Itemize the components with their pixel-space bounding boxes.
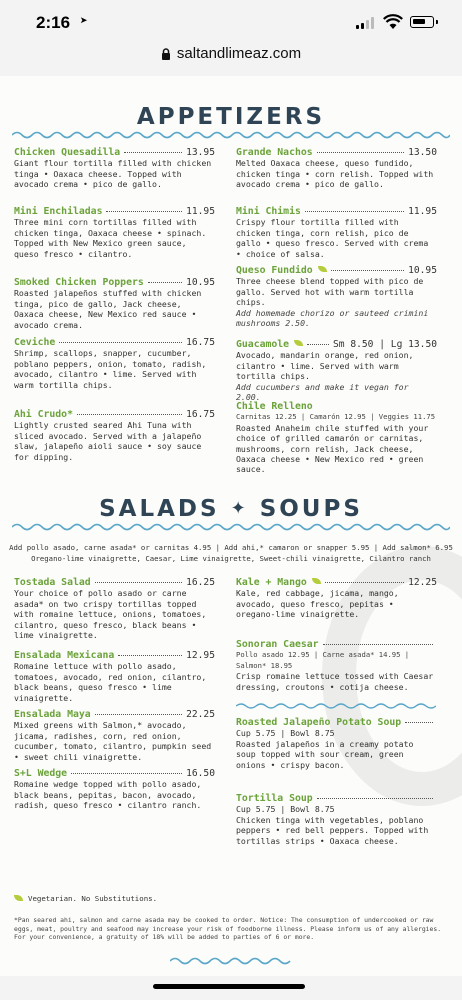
status-bar xyxy=(0,0,462,42)
compass-star-icon: ✦ xyxy=(230,498,249,519)
menu-image xyxy=(0,76,462,976)
location-arrow-icon: ➤ xyxy=(80,14,88,29)
vegetarian-leaf-icon xyxy=(312,578,321,584)
vegetarian-leaf-icon xyxy=(318,266,327,272)
wave-divider xyxy=(12,522,450,532)
battery-icon xyxy=(410,16,434,28)
vegetarian-leaf-icon xyxy=(14,895,23,901)
wave-divider xyxy=(170,956,292,966)
menu-item-chicken-quesadilla: Chicken Quesadilla 13.95 Giant flour tortilla filled with chicken tinga • Oaxaca cheese. Topped with avocado crema • pico de gallo. xyxy=(14,147,215,190)
wifi-icon xyxy=(383,14,403,30)
lock-icon xyxy=(161,48,171,60)
menu-item-guacamole: Guacamole Sm 8.50 | Lg 13.50 Avocado, mandarin orange, red onion, cilantro • lime. Served with warm tortilla chips. Add cucumbers and make it vegan for 2.00. xyxy=(236,339,437,403)
menu-item-roasted-jalapeno-potato-soup: Roasted Jalapeño Potato Soup Cup 5.75 | Bowl 8.75 Roasted jalapeños in a creamy potato soup topped with sour cream, green onions • crispy bacon. xyxy=(236,718,437,770)
cellular-signal-icon xyxy=(356,17,376,29)
menu-item-ensalada-maya: Ensalada Maya 22.25 Mixed greens with Salmon,* avocado, jicama, radishes, corn, red onion, cucumber, tomato, cilantro, pumpkin seed • sweet chili vinaigrette. xyxy=(14,709,215,762)
wave-divider xyxy=(12,130,450,140)
menu-item-chile-relleno: Chile Relleno Carnitas 12.25 | Camarón 12.95 | Veggies 11.75 Roasted Anaheim chile stuffed with your choice of grilled camarón or carnitas, mushrooms, corn relish, Jack cheese, Oaxaca cheese • New Mexico red • green sauce. xyxy=(236,401,436,475)
menu-item-mini-enchiladas: Mini Enchiladas 11.95 Three mini corn tortillas filled with chicken tinga, Oaxaca cheese • spinach. Topped with New Mexico green sauce, queso fresco • cilantro. xyxy=(14,206,215,259)
menu-item-grande-nachos: Grande Nachos 13.50 Melted Oaxaca cheese, queso fundido, chicken tinga • corn relish. Topped with avocado crema • pico de gallo. xyxy=(236,147,437,190)
menu-item-mini-chimis: Mini Chimis 11.95 Crispy flour tortilla filled with chicken tinga, corn relish, pico de gallo • queso fresco. Served with crema • choice of salsa. xyxy=(236,206,437,259)
menu-item-ensalada-mexicana: Ensalada Mexicana 12.95 Romaine lettuce with pollo asado, tomatoes, avocado, red onion, cilantro, black beans, queso fresco • lime vinaigrette. xyxy=(14,650,215,703)
appetizers-title: APPETIZERS xyxy=(136,104,326,130)
url-text[interactable]: saltandlimeaz.com xyxy=(176,45,302,62)
salad-addons: Add pollo asado, carne asada* or carnitas 4.95 | Add ahi,* camaron or snapper 5.95 | Add salmon* 6.95 Oregano-lime vinaigrette, Caesar, Lime vinaigrette, Sweet-chili vinaigrette, Cilantro ranch xyxy=(9,543,453,563)
allergy-notice: *Pan seared ahi, salmon and carne asada may be cooked to order. Notice: The consumption of undercooked or raw eggs, meat, poultry and seafood may increase your risk of foodborne illness. Please inform us of any allergies. For your convenience, a gratuity of 18% will be added to parties of 6 or more. xyxy=(14,916,442,942)
menu-item-ceviche: Ceviche 16.75 Shrimp, scallops, snapper, cucumber, poblano peppers, onion, tomato, radish, avocado, cilantro • lime. Served with warm tortilla chips. xyxy=(14,337,215,390)
menu-item-sonoran-caesar: Sonoran Caesar Pollo asado 12.95 | Carne asada* 14.95 | Salmon* 18.95 Crisp romaine lettuce tossed with Caesar dressing, croutons • cotija cheese. xyxy=(236,639,434,692)
address-bar[interactable] xyxy=(0,42,462,76)
salads-soups-title: SALADS ✦ SOUPS xyxy=(99,496,363,522)
home-indicator[interactable] xyxy=(153,984,305,989)
menu-item-tostada-salad: Tostada Salad 16.25 Your choice of pollo asado or carne asada* on two crispy tortillas topped with romaine lettuce, onions, tomatoes, cilantro, queso fresco, black beans • lime vinaigrette. xyxy=(14,577,215,641)
menu-item-sl-wedge: S+L Wedge 16.50 Romaine wedge topped with pollo asado, black beans, pepitas, bacon, avocado, radish, queso fresco • cilantro ranch. xyxy=(14,768,215,811)
vegetarian-legend: Vegetarian. No Substitutions. xyxy=(14,894,157,903)
menu-item-ahi-crudo: Ahi Crudo* 16.75 Lightly crusted seared Ahi Tuna with sliced avocado. Served with a jalapeño slaw, jalapeño aioli sauce • soy sauce for dipping. xyxy=(14,409,215,462)
vegetarian-leaf-icon xyxy=(294,340,303,346)
wave-divider xyxy=(236,702,436,710)
menu-item-tortilla-soup: Tortilla Soup Cup 5.75 | Bowl 8.75 Chicken tinga with vegetables, poblano peppers • red bell peppers. Topped with tortillas strips • Oaxaca cheese. xyxy=(236,794,437,846)
menu-item-kale-mango: Kale + Mango 12.25 Kale, red cabbage, jicama, mango, avocado, queso fresco, pepitas • oregano-lime vinaigrette. xyxy=(236,577,437,620)
status-time: 2:16 xyxy=(36,13,71,32)
menu-item-smoked-chicken-poppers: Smoked Chicken Poppers 10.95 Roasted jalapeños stuffed with chicken tinga, pico de gallo, Jack cheese, Oaxaca cheese, New Mexico red sauce • avocado crema. xyxy=(14,277,215,330)
menu-item-queso-fundido: Queso Fundido 10.95 Three cheese blend topped with pico de gallo. Served hot with warm tortilla chips. Add homemade chorizo or sauteed crimini mushrooms 2.50. xyxy=(236,265,437,329)
